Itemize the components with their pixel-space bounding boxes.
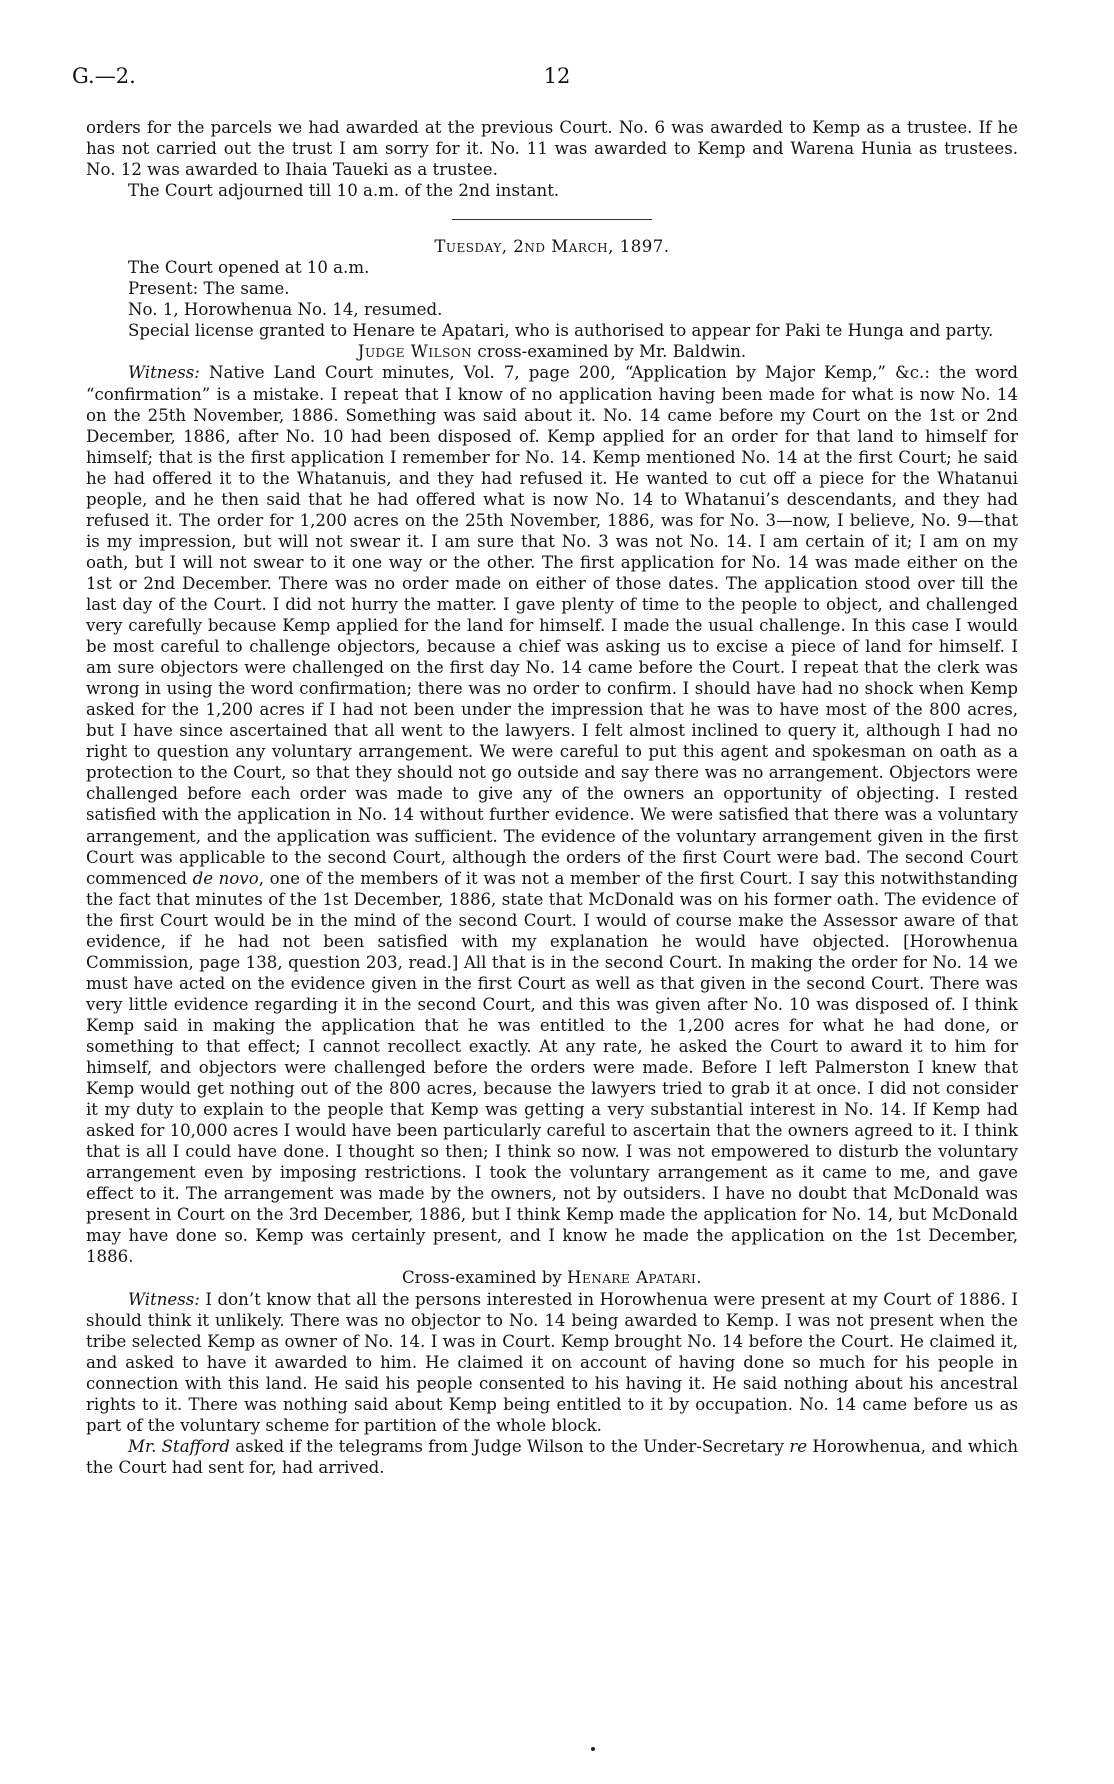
- document-reference: G.—2.: [72, 64, 136, 88]
- italic-phrase: de novo: [192, 868, 259, 888]
- present-line: Present: The same.: [128, 279, 290, 299]
- closing-text: asked if the telegrams from Judge Wilson to the Under-Secretary: [229, 1436, 790, 1456]
- cross-examination-heading-1: [86, 341, 1018, 362]
- examiner-name: Henare Apatari.: [567, 1268, 703, 1288]
- section-divider: [452, 219, 652, 220]
- closing-text-end: Horowhenua, and which the Court had sent for, had arrived.: [86, 1436, 1019, 1477]
- testimony-text: I don’t know that all the persons interested in Horowhenua were present at my Court of 1886. I should think it unlikely. There was no objector to No. 14 being awarded to Kemp. I was not present when the tribe selected Kemp as owner of No. 14. I was in Court. Kemp brought No. 14 before the Court. He claimed it, and asked to have it awarded to him. He claimed it on account of having done so much for his people in connection with this land. He said his people consented to his having it. He said nothing about his ancestral rights to it. There was nothing said about Kemp being entitled to it by occupation. No. 14 came before us as part of the voluntary scheme for partition of the whole block.: [86, 1289, 1018, 1435]
- footer-dot: [591, 1747, 595, 1751]
- license-paragraph: Special license granted to Henare te Apatari, who is authorised to appear for Paki te Hunga and party.: [128, 321, 994, 341]
- heading-rest: cross-examined by Mr. Baldwin.: [472, 342, 747, 362]
- cross-examination-heading-2: [86, 1267, 1018, 1288]
- re-italic: re: [789, 1436, 808, 1456]
- court-opened-line: The Court opened at 10 a.m.: [128, 258, 370, 278]
- page-number: 12: [543, 64, 571, 88]
- witness-testimony-2: [86, 1289, 1018, 1436]
- speaker-name: Mr. Stafford: [128, 1436, 230, 1456]
- document-body: [86, 117, 1018, 1478]
- witness-label: Witness:: [128, 363, 200, 383]
- adjournment-line: The Court adjourned till 10 a.m. of the 2nd instant.: [128, 181, 560, 201]
- witness-label: Witness:: [128, 1289, 200, 1309]
- closing-paragraph: [86, 1436, 1018, 1478]
- case-line: No. 1, Horowhenua No. 14, resumed.: [128, 300, 443, 320]
- examinee-name: Judge Wilson: [357, 342, 473, 362]
- testimony-text: Native Land Court minutes, Vol. 7, page 200, “Application by Major Kemp,” &c.: the word “confirmation” is a mistake. I repeat that I know of no application having been made for what is now No. 14 on the 25th November, 1886. Something was said about it. No. 14 came before my Court on the 1st or 2nd December, 1886, after No. 10 had been disposed of. Kemp applied for an order for that land to himself for himself; that is the first application I remember for No. 14. Kemp mentioned No. 14 at the first Court; he said he had offered it to the Whatanuis, and they had refused it. He wanted to cut off a piece for the Whatanui people, and he then said that he had offered what is now No. 14 to Whatanui’s descendants, and they had refused it. The order for 1,200 acres on the 25th November, 1886, was for No. 3—now, I believe, No. 9—that is my impression, but will not swear it. I am sure that No. 3 was not No. 14. I am certain of it; I am on my oath, but I will not swear to it one way or the other. The first application for No. 14 was made either on the 1st or 2nd December. There was no order made on either of those dates. The application stood over till the last day of the Court. I did not hurry the matter. I gave plenty of time to the people to object, and challenged very carefully because Kemp applied for the land for himself. I made the usual challenge. In this case I would be most careful to challenge objectors, because a chief was asking us to excise a piece of land for himself. I am sure objectors were challenged on the first day No. 14 came before the Court. I repeat that the clerk was wrong in using the word confirmation; there was no order to confirm. I should have had no shock when Kemp asked for the 1,200 acres if I had not been under the impression that he was to have most of the 800 acres, but I have since ascertained that all went to the lawyers. I felt almost inclined to query it, although I had no right to question any voluntary arrangement. We were careful to put this agent and spokesman on oath as a protection to the Court, so that they should not go outside and say there was no arrangement. Objectors were challenged before each order was made to give any of the owners an opportunity of objecting. I rested satisfied with the application in No. 14 without further evidence. We were satisfied that there was a voluntary arrangement, and the application was sufficient. The evidence of the voluntary arrangement given in the first Court was applicable to the second Court, although the orders of the first Court were bad. The second Court commenced: [86, 363, 1018, 888]
- testimony-text-continued: , one of the members of it was not a member of the first Court. I say this notwithstanding the fact that minutes of the 1st December, 1886, state that McDonald was on his former oath. The evidence of the first Court would be in the mind of the second Court. I would of course make the Assessor aware of that evidence, if he had not been satisfied with my explanation he would have objected. [Horowhenua Commission, page 138, question 203, read.] All that is in the second Court. In making the order for No. 14 we must have acted on the evidence given in the first Court as well as that given in the second Court. There was very little evidence regarding it in the second Court, and this was given after No. 10 was disposed of. I think Kemp said in making the application that he was entitled to the 1,200 acres for what he had done, or something to that effect; I cannot recollect exactly. At any rate, he asked the Court to award it to him for himself, and objectors were challenged before the orders were made. Before I left Palmerston I knew that Kemp would get nothing out of the 800 acres, because the lawyers tried to grab it at once. I did not consider it my duty to explain to the people that Kemp was getting a very substantial interest in No. 14. If Kemp had asked for 10,000 acres I would have been particularly careful to ascertain that the owners agreed to it. I think that is all I could have done. I thought so then; I think so now. I was not empowered to disturb the voluntary arrangement even by imposing restrictions. I took the voluntary arrangement as it came to me, and gave effect to it. The arrangement was made by the owners, not by outsiders. I have no doubt that McDonald was present in Court on the 3rd December, 1886, but I think Kemp made the application for No. 14, but McDonald may have done so. Kemp was certainly present, and I know he made the application on the 1st December, 1886.: [86, 868, 1018, 1267]
- session-date-heading: Tuesday, 2nd March, 1897.: [434, 237, 670, 257]
- witness-testimony-1: [86, 362, 1018, 1267]
- opening-paragraph: orders for the parcels we had awarded at the previous Court. No. 6 was awarded to Kemp as a trustee. If he has not carried out the trust I am sorry for it. No. 11 was awarded to Kemp and Warena Hunia as trustees. No. 12 was awarded to Ihaia Taueki as a trustee.: [86, 118, 1018, 180]
- heading-rest: Cross-examined by: [401, 1268, 568, 1288]
